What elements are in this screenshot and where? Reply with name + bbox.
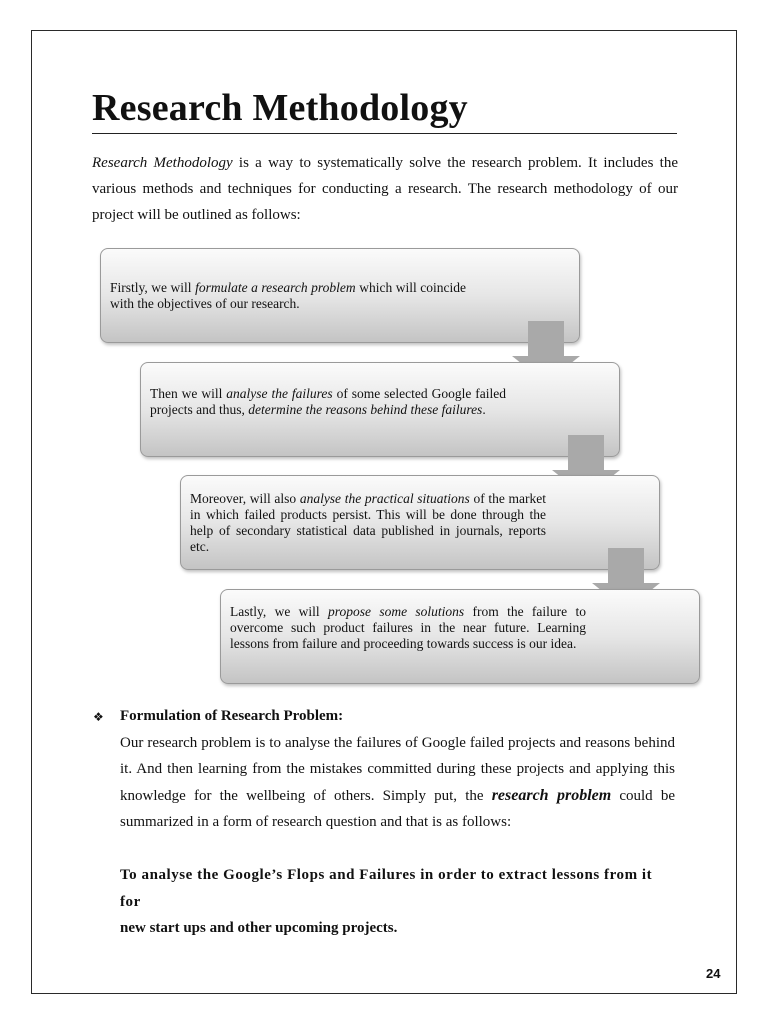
step-box-3	[180, 475, 660, 570]
step-1-text-a: Firstly, we will	[110, 280, 196, 295]
step-box-2	[140, 362, 620, 457]
step-2-text-a: Then we will	[150, 386, 227, 401]
intro-term: Research Methodology	[92, 155, 233, 171]
step-text-3	[190, 491, 546, 555]
research-question	[120, 862, 675, 942]
page-title: Research Methodology	[92, 87, 468, 129]
section-body	[120, 730, 675, 835]
intro-text: is a way to systematically solve the research problem. It includes the various methods and techniques for conducting a research. The research methodology of our project will be outlined as follows:	[92, 155, 678, 223]
step-box-1	[100, 248, 580, 343]
step-4-emphasis: propose some solutions	[328, 604, 465, 619]
title-underline	[92, 133, 677, 134]
research-question-line-2: new start ups and other upcoming projects.	[120, 920, 398, 936]
diamond-bullet-icon: ❖	[93, 710, 104, 724]
page-number: 24	[706, 966, 721, 981]
step-text-2	[150, 386, 506, 418]
step-2-emphasis-b: determine the reasons behind these failures	[248, 402, 483, 417]
step-text-4	[230, 604, 586, 652]
step-2-text-c: .	[482, 402, 486, 417]
step-3-text-a: Moreover, will also	[190, 491, 300, 506]
step-4-text-b: from the failure to overcome such product failures in the near future. Learning lessons from failure and proceeding towards success is our idea.	[230, 604, 586, 651]
step-1-emphasis: formulate a research problem	[195, 280, 356, 295]
section-body-text-a: Our research problem is to analyse the failures of Google failed projects and reasons behind it. And then learning from the mistakes committed during these projects and applying this knowledge for the wellbeing of others. Simply put, the	[120, 735, 675, 804]
step-text-1	[110, 280, 466, 312]
step-box-4	[220, 589, 700, 684]
research-question-line-1: To analyse the Google’s Flops and Failures in order to extract lessons from it for	[120, 867, 653, 910]
intro-paragraph	[92, 150, 678, 228]
step-2-text-b: of some selected Google failed projects and thus,	[150, 386, 506, 417]
step-2-emphasis-a: analyse the failures	[226, 386, 333, 401]
section-heading: Formulation of Research Problem:	[120, 708, 344, 724]
section-body-emphasis: research problem	[491, 786, 612, 804]
step-3-text-b: of the market in which failed products persist. This will be done through the help of secondary statistical data published in journals, reports etc.	[190, 491, 547, 554]
step-4-text-a: Lastly, we will	[230, 604, 328, 619]
step-1-text-b: which will coincide with the objectives of our research.	[110, 280, 466, 311]
step-3-emphasis: analyse the practical situations	[299, 491, 470, 506]
section-body-text-b: could be summarized in a form of research question and that is as follows:	[120, 787, 675, 830]
